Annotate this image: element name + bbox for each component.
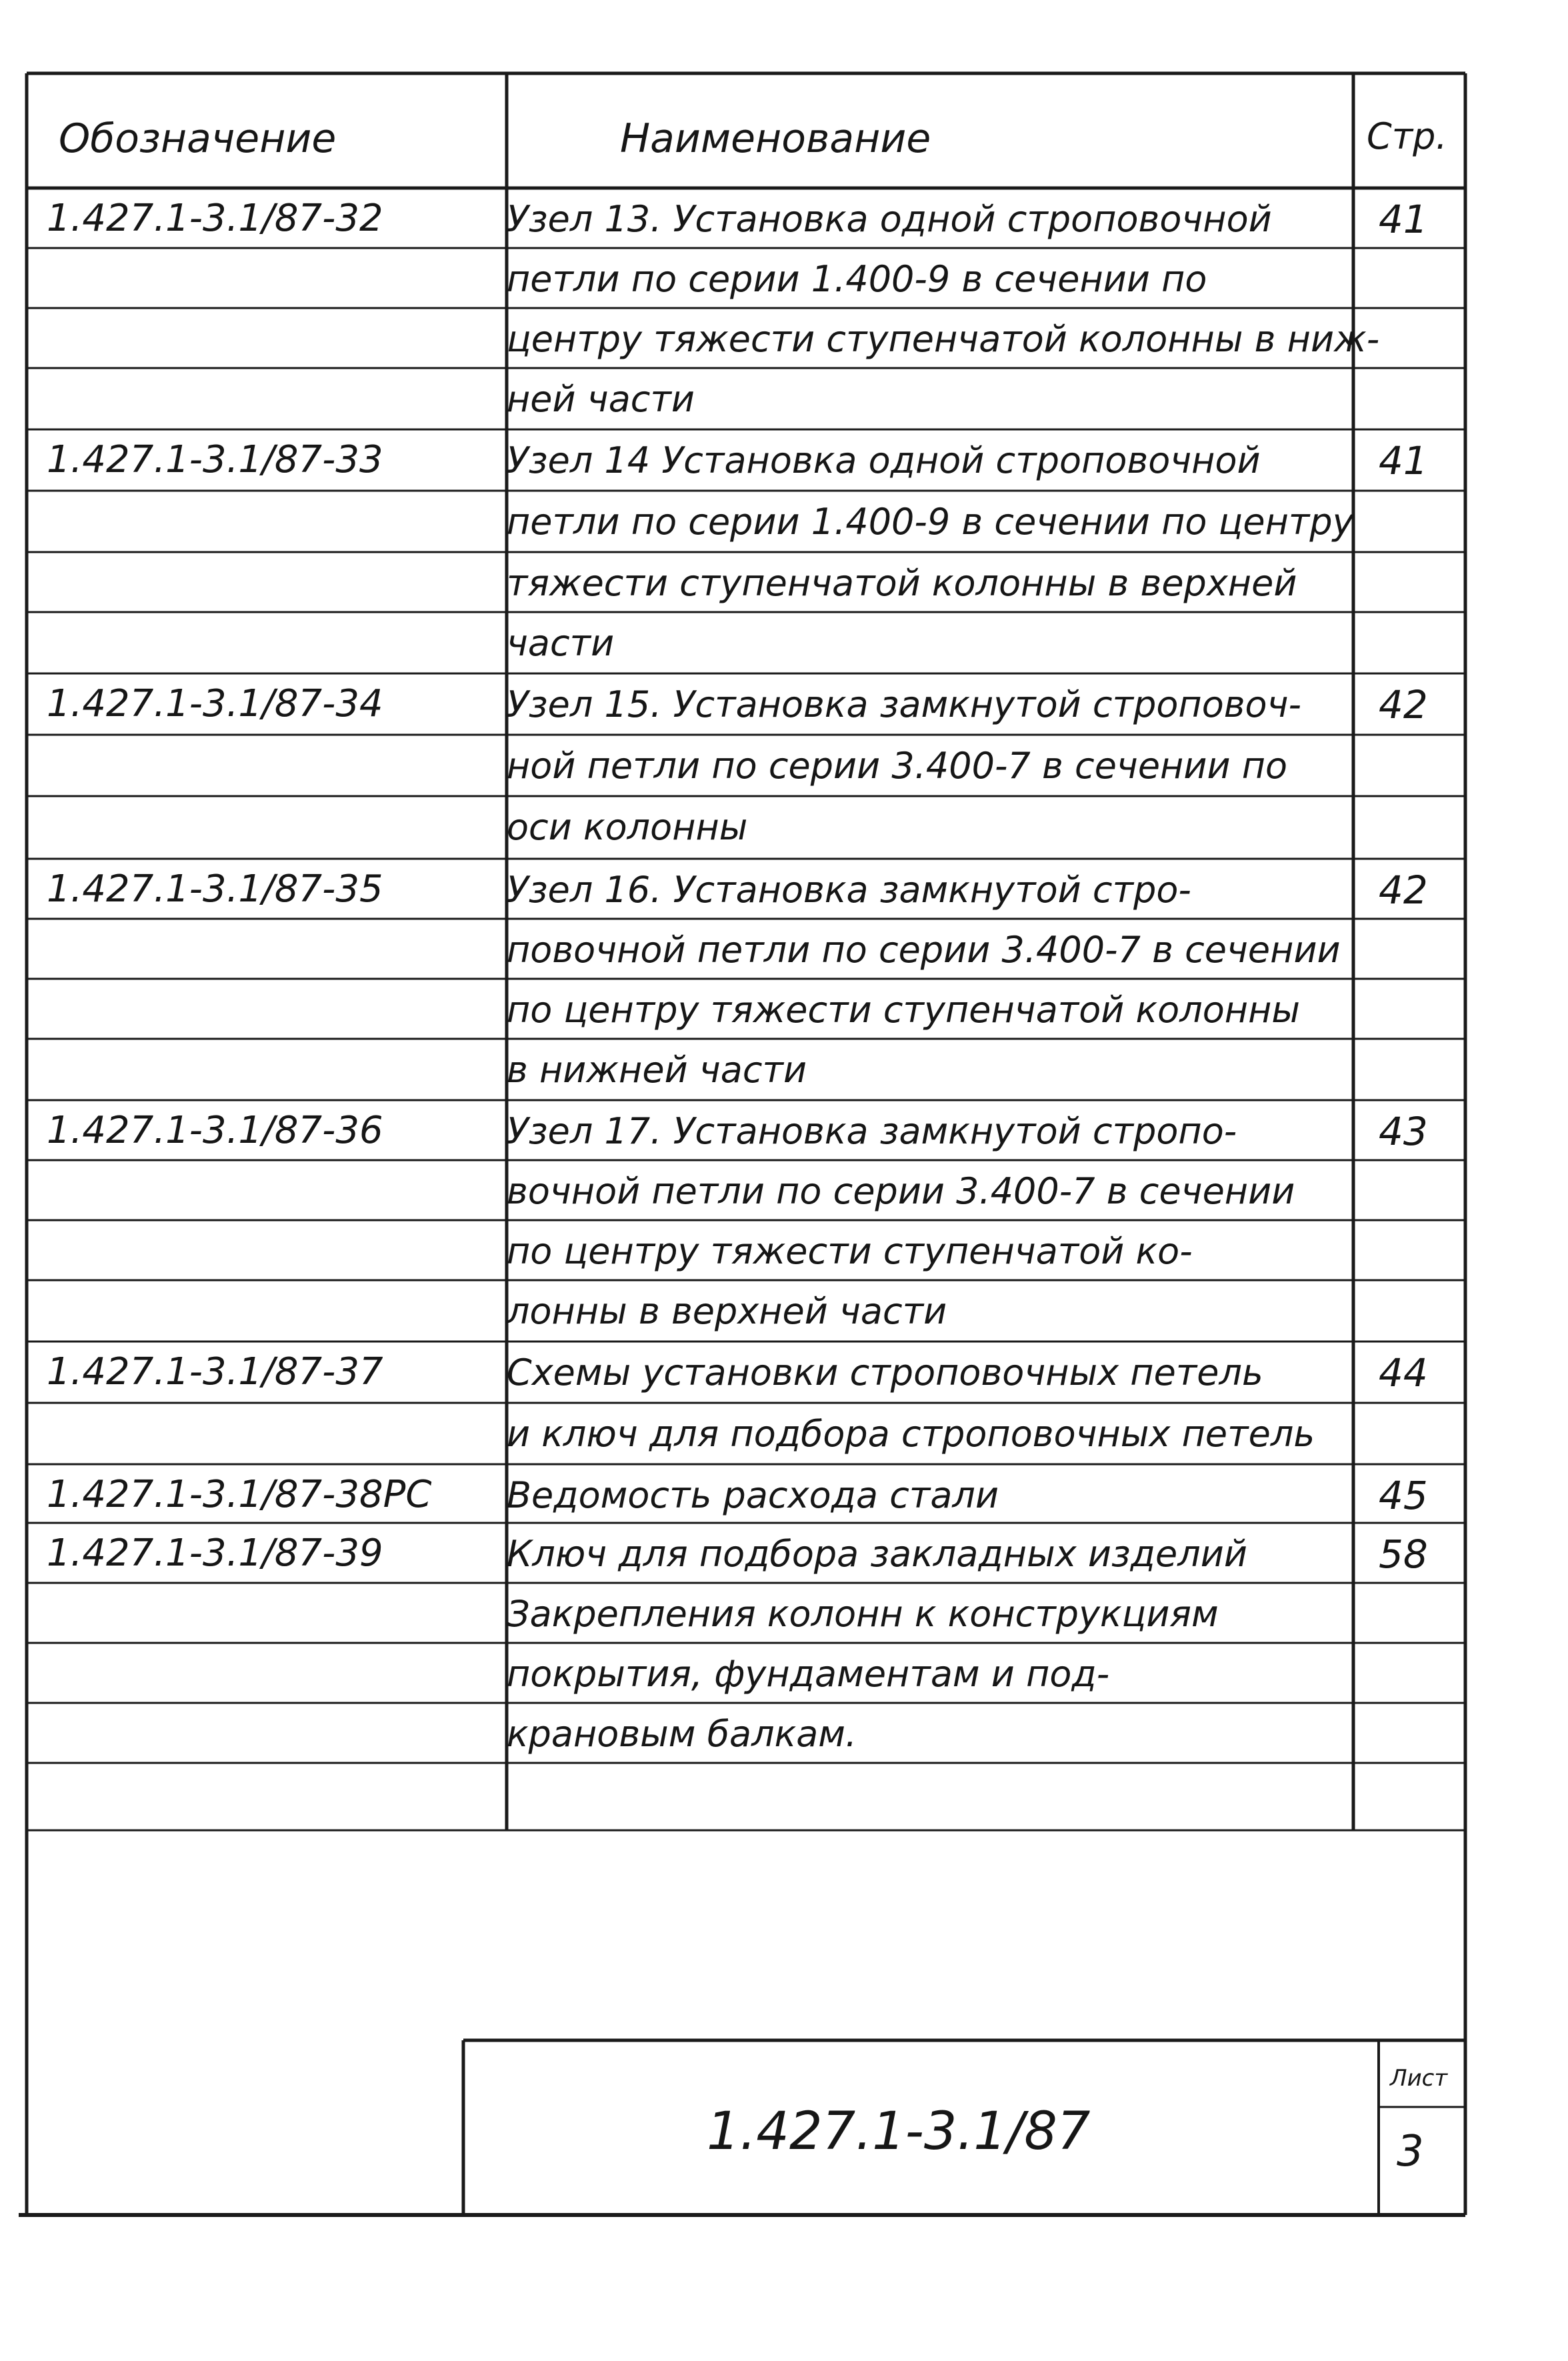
row-name: Схемы установки строповочных петель [507, 1352, 1263, 1394]
title-block-code: 1.427.1-3.1/87 [707, 2102, 1091, 2162]
row-designation: 1.427.1-3.1/87-39 [47, 1532, 383, 1575]
row-name: крановым балкам. [507, 1713, 857, 1755]
row-page: 58 [1379, 1532, 1428, 1577]
row-name: ней части [507, 378, 695, 420]
row-page: 42 [1379, 682, 1428, 727]
header-designation: Обозначение [59, 115, 337, 162]
row-page: 43 [1379, 1109, 1428, 1154]
row-name: лонны в верхней части [507, 1290, 947, 1332]
row-page: 41 [1379, 197, 1428, 242]
row-name: части [507, 622, 615, 664]
row-page: 44 [1379, 1350, 1428, 1396]
row-name: тяжести ступенчатой колонны в верхней [507, 562, 1297, 604]
row-name: в нижней части [507, 1049, 807, 1091]
row-name: и ключ для подбора строповочных петель [507, 1413, 1315, 1455]
row-name: Закрепления колонн к конструкциям [507, 1593, 1219, 1635]
title-block-sheet-label: Лист [1390, 2065, 1448, 2092]
row-name: Узел 17. Установка замкнутой стропо- [507, 1110, 1237, 1152]
row-name: Ключ для подбора закладных изделий [507, 1533, 1247, 1575]
row-name: Узел 13. Установка одной строповочной [507, 198, 1272, 240]
header-name: Наименование [620, 115, 931, 162]
row-page: 42 [1379, 867, 1428, 913]
row-name: покрытия, фундаментам и под- [507, 1653, 1110, 1695]
row-name: по центру тяжести ступенчатой колонны [507, 989, 1301, 1031]
row-name: Узел 14 Установка одной строповочной [507, 439, 1261, 481]
row-name: петли по серии 1.400-9 в сечении по центру [507, 501, 1354, 543]
row-name: по центру тяжести ступенчатой ко- [507, 1230, 1193, 1272]
row-name: вочной петли по серии 3.400-7 в сечении [507, 1170, 1295, 1212]
row-name: повочной петли по серии 3.400-7 в сечении [507, 929, 1341, 971]
row-name: Узел 15. Установка замкнутой строповоч- [507, 683, 1301, 725]
row-name: Ведомость расхода стали [507, 1474, 999, 1516]
row-designation: 1.427.1-3.1/87-34 [47, 682, 383, 725]
row-name: Узел 16. Установка замкнутой стро- [507, 869, 1191, 911]
row-designation: 1.427.1-3.1/87-36 [47, 1109, 383, 1152]
row-designation: 1.427.1-3.1/87-38РС [47, 1473, 432, 1516]
row-name: оси колонны [507, 806, 748, 848]
row-name: петли по серии 1.400-9 в сечении по [507, 258, 1207, 300]
row-designation: 1.427.1-3.1/87-37 [47, 1350, 383, 1394]
row-page: 41 [1379, 438, 1428, 483]
header-page: Стр. [1367, 115, 1447, 157]
row-name: ной петли по серии 3.400-7 в сечении по [507, 745, 1288, 787]
row-name: центру тяжести ступенчатой колонны в ниж- [507, 318, 1380, 360]
row-page: 45 [1379, 1473, 1428, 1518]
row-designation: 1.427.1-3.1/87-35 [47, 867, 383, 911]
title-block-sheet-number: 3 [1397, 2127, 1424, 2176]
row-designation: 1.427.1-3.1/87-33 [47, 438, 383, 481]
row-designation: 1.427.1-3.1/87-32 [47, 197, 383, 240]
